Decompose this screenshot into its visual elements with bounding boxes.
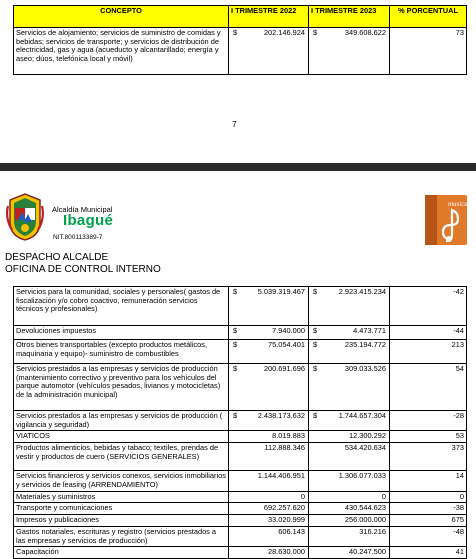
header-concepto: CONCEPTO: [14, 6, 229, 28]
currency-symbol: [311, 493, 313, 502]
percent-cell: 0: [390, 491, 467, 503]
currency-symbol: $: [233, 28, 238, 37]
percent-cell: -42: [390, 287, 467, 326]
concept-cell: Impresos y publicaciones: [14, 515, 229, 527]
table-row: [14, 547, 467, 559]
percent-cell: 53: [390, 431, 467, 443]
amount: 75.054.401: [268, 340, 305, 349]
percent-cell: 14: [390, 471, 467, 491]
amount: 349.608.622: [344, 28, 386, 37]
table-row: [14, 411, 467, 431]
amount: 4.473.771: [353, 326, 386, 335]
value-2022-cell: [229, 471, 309, 491]
percent-cell: 675: [390, 515, 467, 527]
value-2022-cell: [229, 411, 309, 431]
percent-cell: -44: [390, 326, 467, 340]
amount: 1.306.077.033: [338, 471, 386, 481]
currency-symbol: [231, 528, 233, 537]
value-2022-cell: [229, 503, 309, 515]
currency-symbol: $: [233, 411, 238, 420]
value-2023-cell: [309, 503, 390, 515]
currency-symbol: [311, 548, 313, 557]
currency-symbol: [231, 504, 233, 513]
department-line-1: DESPACHO ALCALDE: [5, 252, 109, 263]
value-2023-cell: [309, 443, 390, 471]
amount: 309.033.526: [344, 364, 386, 373]
concept-cell: Servicios prestados a las empresas y servicios de producción (mantenimiento correctivo y preventivo para los vehículos del parque automotor (vehículos pesados, livianos y motocicletas) de la administración municipal): [14, 364, 229, 411]
currency-symbol: $: [313, 340, 318, 349]
nit-number: NIT.800113389-7: [53, 234, 103, 241]
value-2022-cell: [229, 443, 309, 471]
value-2023-cell: [309, 364, 390, 411]
currency-symbol: [231, 516, 233, 525]
department-heading: [5, 252, 161, 276]
value-2023-cell: [309, 28, 390, 75]
amount: 40.247.500: [349, 547, 386, 557]
table-row: [14, 431, 467, 443]
amount: 1.744.657.304: [338, 411, 386, 420]
amount: 112.888.346: [264, 443, 305, 453]
concept-cell: Servicios prestados a las empresas y servicios de producción ( vigilancia y seguridad): [14, 411, 229, 431]
music-institute-logo-icon: [425, 195, 470, 245]
currency-symbol: [231, 548, 233, 557]
amount: 8.019.883: [272, 431, 305, 441]
concept-cell: Gastos notariales, escrituras y registro (servicios prestados a las empresas y servicios de producción): [14, 526, 229, 546]
percent-cell: 373: [390, 443, 467, 471]
city-name: Ibagué: [63, 212, 114, 229]
value-2022-cell: [229, 431, 309, 443]
value-2023-cell: [309, 340, 390, 364]
value-2022-cell: [229, 287, 309, 326]
concept-cell: Transporte y comunicaciones: [14, 503, 229, 515]
concept-cell: Devoluciones impuestos: [14, 326, 229, 340]
amount: 12.300.292: [349, 431, 386, 441]
concept-cell: VIATICOS: [14, 431, 229, 443]
currency-symbol: $: [313, 364, 318, 373]
currency-symbol: [311, 432, 313, 441]
table-row: [14, 326, 467, 340]
amount: 534.420.634: [344, 443, 386, 453]
percent-cell: -38: [390, 503, 467, 515]
currency-symbol: $: [233, 326, 238, 335]
amount: 235.194.772: [344, 340, 386, 349]
value-2022-cell: [229, 526, 309, 546]
concept-cell: Servicios financieros y servicios conexos, servicios inmobiliarios y servicios de leasing (ARRENDAMIENTO): [14, 471, 229, 491]
amount: 606.143: [278, 526, 305, 536]
currency-symbol: [231, 432, 233, 441]
table-row: [14, 471, 467, 491]
percent-cell: 213: [390, 340, 467, 364]
table-row: [14, 503, 467, 515]
percent-cell: -48: [390, 526, 467, 546]
concept-cell: Otros bienes transportables (excepto productos metálicos, maquinaria y equipo)- suministro de combustibles: [14, 340, 229, 364]
value-2023-cell: [309, 326, 390, 340]
department-line-2: OFICINA DE CONTROL INTERNO: [5, 264, 161, 275]
concept-cell: Capacitación: [14, 547, 229, 559]
value-2023-cell: [309, 491, 390, 503]
amount: 2.438.173.632: [257, 411, 305, 420]
currency-symbol: $: [313, 28, 318, 37]
currency-symbol: [311, 472, 313, 481]
org-name: Alcaldía Municipal: [52, 205, 113, 214]
value-2022-cell: [229, 515, 309, 527]
currency-symbol: $: [233, 287, 238, 296]
currency-symbol: $: [233, 340, 238, 349]
value-2022-cell: [229, 340, 309, 364]
value-2023-cell: [309, 287, 390, 326]
amount: 316.216: [359, 526, 386, 536]
table-row: [14, 526, 467, 546]
amount: 200.691.696: [263, 364, 305, 373]
value-2022-cell: [229, 491, 309, 503]
value-2023-cell: [309, 471, 390, 491]
top-expense-table: [13, 5, 467, 75]
percent-cell: 73: [390, 28, 467, 75]
currency-symbol: $: [233, 364, 238, 373]
value-2022-cell: [229, 547, 309, 559]
table-row: [14, 515, 467, 527]
table-row: [14, 491, 467, 503]
header-trimestre-2023: I TRIMESTRE 2023: [309, 6, 390, 28]
value-2022-cell: [229, 28, 309, 75]
value-2023-cell: [309, 431, 390, 443]
percent-cell: 54: [390, 364, 467, 411]
page-separator: [0, 163, 476, 171]
amount: 33.020.999: [268, 515, 305, 525]
currency-symbol: [231, 472, 233, 481]
currency-symbol: $: [313, 287, 318, 296]
currency-symbol: [311, 444, 313, 453]
currency-symbol: $: [313, 326, 318, 335]
currency-symbol: [311, 504, 313, 513]
ibague-coat-of-arms-icon: [6, 192, 44, 242]
concept-cell: Servicios de alojamiento; servicios de suministro de comidas y bebidas; servicios de transporte; y servicios de distribución de electricidad, gas y agua (acueducto y alcantarillado; energía y aseo; dúos, telefónica local y móvil): [14, 28, 229, 75]
table-row: [14, 340, 467, 364]
amount: 2.923.415.234: [338, 287, 386, 296]
table-row: [14, 443, 467, 471]
amount: 7.940.000: [272, 326, 305, 335]
amount: 430.544.623: [344, 503, 386, 513]
table-row: [14, 287, 467, 326]
table-header-row: [14, 6, 467, 28]
currency-symbol: [231, 493, 233, 502]
table-row: [14, 28, 467, 75]
amount: 1.144.406.951: [257, 471, 305, 481]
value-2022-cell: [229, 326, 309, 340]
music-logo-label: musical: [448, 200, 470, 208]
concept-cell: Servicios para la comunidad, sociales y personales( gastos de fiscalización y/o cobro coactivo, remuneración servicios técnicos y profesionales): [14, 287, 229, 326]
amount: 692.257.620: [263, 503, 305, 513]
currency-symbol: [231, 444, 233, 453]
bottom-expense-table: [13, 286, 467, 559]
header-trimestre-2022: I TRIMESTRE 2022: [229, 6, 309, 28]
header-porcentual: % PORCENTUAL: [390, 6, 467, 28]
concept-cell: Productos alimenticios, bebidas y tabaco; textiles, prendas de vestir y productos de cuero (SERVICIOS GENERALES): [14, 443, 229, 471]
value-2023-cell: [309, 411, 390, 431]
percent-cell: 41: [390, 547, 467, 559]
amount: 0: [300, 491, 305, 501]
currency-symbol: $: [313, 411, 318, 420]
value-2023-cell: [309, 547, 390, 559]
page-number: 7: [232, 119, 237, 129]
value-2022-cell: [229, 364, 309, 411]
value-2023-cell: [309, 526, 390, 546]
percent-cell: -28: [390, 411, 467, 431]
amount: 256.000.000: [344, 515, 386, 525]
amount: 28.630.000: [268, 547, 305, 557]
currency-symbol: [311, 516, 313, 525]
table-row: [14, 364, 467, 411]
concept-cell: Materiales y suministros: [14, 491, 229, 503]
currency-symbol: [311, 528, 313, 537]
amount: 0: [381, 491, 386, 501]
value-2023-cell: [309, 515, 390, 527]
amount: 5.039.319.467: [257, 287, 305, 296]
amount: 202.146.924: [263, 28, 305, 37]
